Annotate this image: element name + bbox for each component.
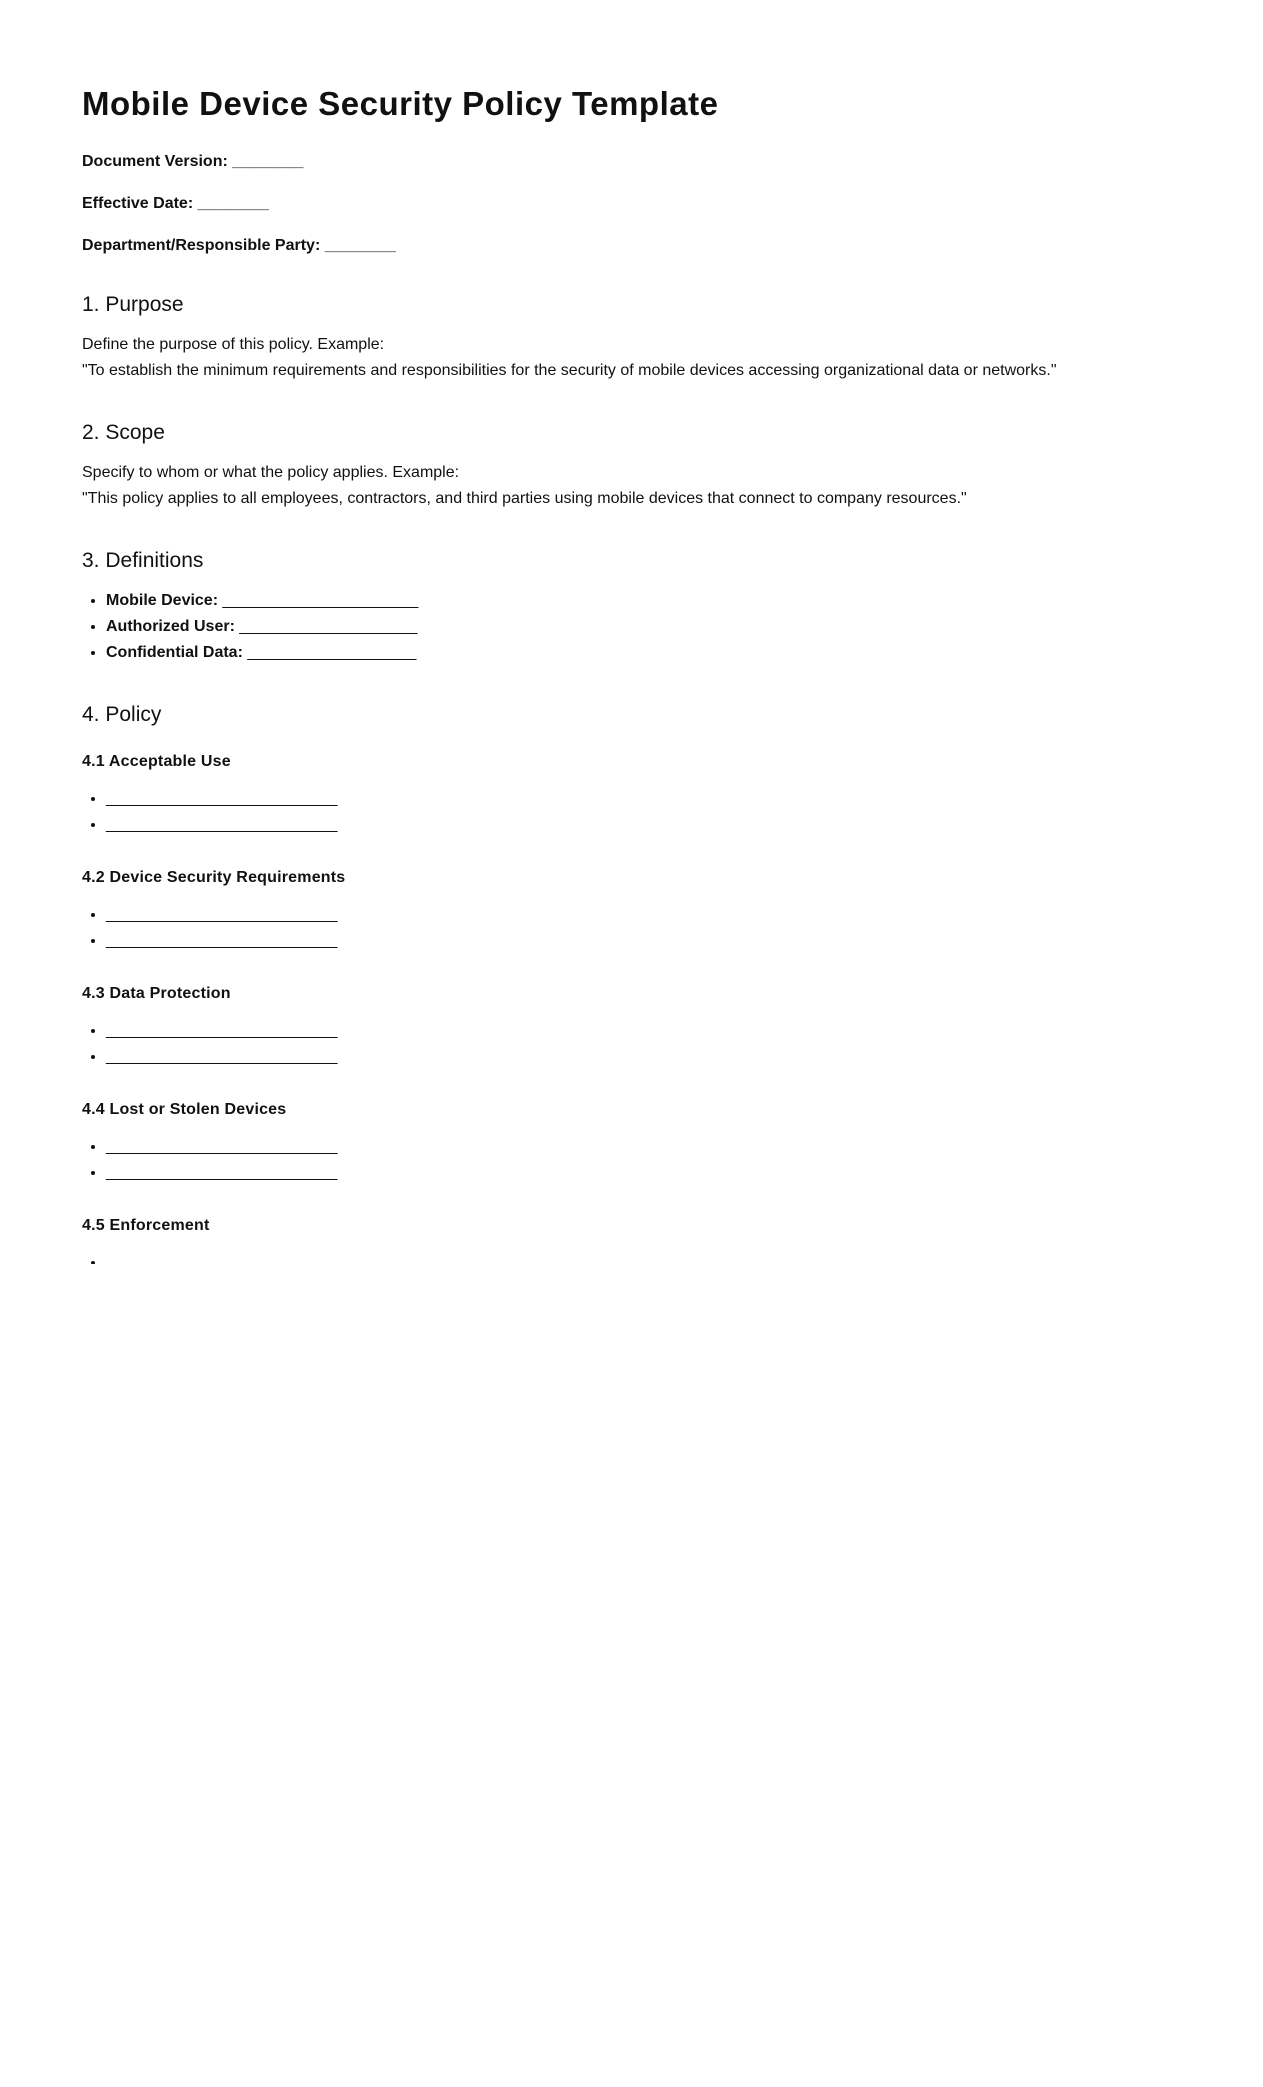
list-item: • __________________________ [106,1160,1182,1186]
subsection-heading-enforcement: 4.5 Enforcement [82,1217,210,1234]
section-heading-scope: 2. Scope [82,421,165,444]
scope-example: "This policy applies to all employees, contractors, and third parties using mobile devices that connect to company resources." [82,490,967,507]
list-item: • __________________________ [106,928,1182,954]
definition-item [106,588,1182,614]
subsection-heading-device-security: 4.2 Device Security Requirements [82,869,346,886]
list-item: • __________________________ [106,1134,1182,1160]
list-item [106,1250,1182,1264]
definitions-list [82,588,1182,666]
subsection-heading-data-protection: 4.3 Data Protection [82,985,231,1002]
enforcement-list [82,1250,1182,1264]
definition-term: Mobile Device: [106,592,219,609]
acceptable-use-list [82,786,1182,838]
subsection-heading-acceptable-use: 4.1 Acceptable Use [82,753,231,770]
section-heading-purpose: 1. Purpose [82,293,184,316]
definition-item [106,640,1182,666]
section-heading-definitions: 3. Definitions [82,549,204,572]
responsible-party: Department/Responsible Party: ________ [82,237,396,254]
list-item: • __________________________ [106,1044,1182,1070]
document-version: Document Version: ________ [82,153,304,170]
device-security-list [82,902,1182,954]
subsection-heading-lost-stolen: 4.4 Lost or Stolen Devices [82,1101,287,1118]
data-protection-list [82,1018,1182,1070]
definition-term: Confidential Data: [106,644,243,661]
definition-blank: ____________________ [234,618,418,635]
effective-date: Effective Date: ________ [82,195,269,212]
list-item: • __________________________ [106,902,1182,928]
list-item: • __________________________ [106,786,1182,812]
page-title: Mobile Device Security Policy Template [82,85,719,122]
lost-stolen-list [82,1134,1182,1186]
scope-instruction: Specify to whom or what the policy applies. Example: [82,464,460,481]
list-item: • __________________________ [106,1018,1182,1044]
definition-blank: ______________________ [218,592,419,609]
definition-term: Authorized User: [106,618,235,635]
document [82,84,1182,1264]
list-item: • __________________________ [106,812,1182,838]
purpose-example: "To establish the minimum requirements and responsibilities for the security of mobile devices accessing organizational data or networks." [82,362,1057,379]
definition-blank: ___________________ [242,644,417,661]
purpose-instruction: Define the purpose of this policy. Example: [82,336,385,353]
section-heading-policy: 4. Policy [82,703,162,726]
definition-item [106,614,1182,640]
